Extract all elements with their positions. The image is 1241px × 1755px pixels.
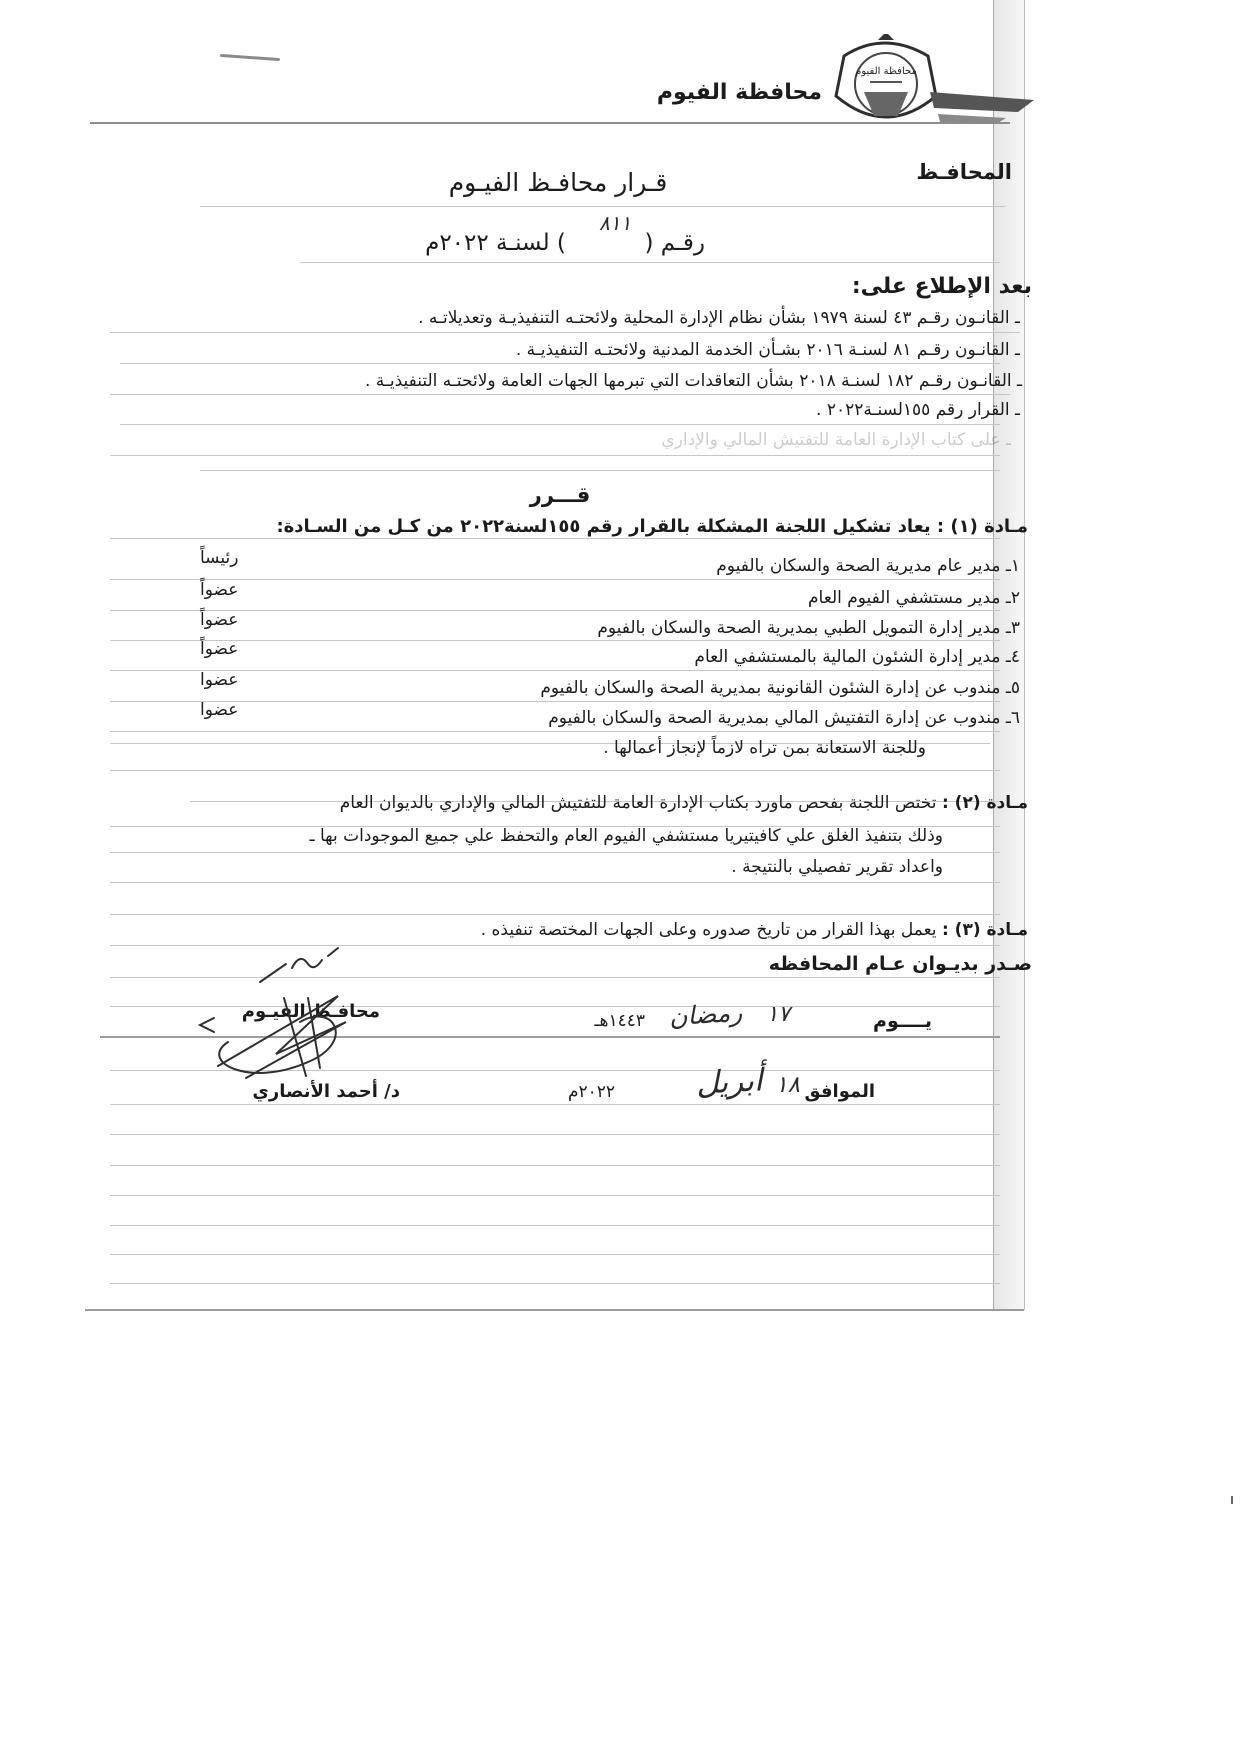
greg-year: ٢٠٢٢م	[567, 1082, 615, 1102]
resolution-heading: قـــرر	[529, 483, 591, 507]
member-role: رئيساً	[200, 548, 239, 568]
preamble-item: ـ القرار رقم ١٥٥لسنـة٢٠٢٢ .	[816, 400, 1020, 420]
article-1-note: وللجنة الاستعانة بمن تراه لازماً لإنجاز أعمالها .	[603, 738, 926, 758]
member-row	[0, 670, 1241, 703]
decree-number-prefix: رقـم (	[644, 230, 705, 256]
ruled-line	[110, 1134, 1000, 1135]
page-bottom-edge	[85, 1309, 1024, 1311]
article-2-line	[340, 790, 1028, 816]
ruled-line	[110, 1283, 1000, 1284]
member-row	[0, 580, 1241, 613]
ruled-line	[110, 394, 1010, 395]
member-title: ٦ـ مندوب عن إدارة التفتيش المالي بمديرية الصحة والسكان بالفيوم	[548, 708, 1020, 728]
ruled-line	[300, 262, 1000, 263]
ruled-line	[120, 363, 1000, 364]
decree-number-line	[365, 211, 765, 260]
member-row	[0, 700, 1241, 733]
decree-title: قـرار محافـظ الفيـوم	[448, 168, 668, 197]
article-2-line: واعداد تقرير تفصيلي بالنتيجة .	[731, 857, 943, 877]
hijri-month-handwritten: رمضان	[667, 997, 743, 1032]
article-1-text: مـادة (١) : يعاد تشكيل اللجنة المشكلة بالقرار رقم ١٥٥لسنة٢٠٢٢ من كـل من السـادة:	[276, 516, 1028, 537]
article-2-label: مـادة (٢) :	[941, 793, 1028, 813]
greg-day-handwritten: ١٨	[775, 1072, 800, 1098]
member-title: ١ـ مدير عام مديرية الصحة والسكان بالفيوم	[716, 556, 1020, 576]
member-role: عضوا	[200, 700, 239, 720]
signature-stroke	[200, 1018, 214, 1032]
article-3-text: يعمل بهذا القرار من تاريخ صدوره وعلى الجهات المختصة تنفيذه .	[480, 920, 937, 940]
signature-stroke	[328, 948, 338, 956]
article-2-line: وذلك بتنفيذ الغلق علي كافيتيريا مستشفي الفيوم العام والتحفظ علي جميع الموجودات بها ـ	[309, 826, 943, 846]
preamble-item: ـ القانـون رقـم ٨١ لسنـة ٢٠١٦ بشـأن الخدمة المدنية ولائحتـه التنفيذيـة .	[515, 340, 1020, 360]
corresponding-label: الموافق	[804, 1081, 875, 1102]
svg-text:محافظة الفيوم: محافظة الفيوم	[855, 66, 917, 77]
hijri-day-handwritten: ١٧	[766, 1002, 790, 1027]
member-row	[0, 610, 1241, 643]
member-role: عضواً	[200, 610, 239, 630]
governorate-seal-icon	[826, 34, 1041, 139]
decree-number-handwritten: ٨١١	[598, 211, 632, 235]
signature-stroke	[218, 996, 346, 1078]
decree-number-slot	[573, 211, 637, 250]
ruled-line	[110, 1225, 1000, 1226]
ruled-line	[110, 882, 1000, 883]
signature-stroke	[219, 1017, 336, 1073]
pen-mark	[220, 54, 280, 61]
signature-stroke	[260, 964, 286, 982]
scan-speck	[1231, 1496, 1233, 1504]
ruled-line	[110, 852, 1000, 853]
member-role: عضواً	[200, 639, 239, 659]
preamble-item: ـ القانـون رقـم ٤٣ لسنة ١٩٧٩ بشأن نظام الإدارة المحلية ولائحتـه التنفيذيـة وتعديلاتـه .	[418, 308, 1020, 328]
signature-stroke	[284, 998, 306, 1076]
ruled-line	[110, 1195, 1000, 1196]
member-title: ٢ـ مدير مستشفي الفيوم العام	[808, 588, 1020, 608]
ruled-line	[110, 455, 1000, 456]
preamble-item-faded: ـ على كتاب الإدارة العامة للتفتيش المالي والإداري	[661, 430, 1011, 450]
ruled-line	[110, 770, 1000, 771]
day-label: يــــوم	[873, 1010, 932, 1032]
member-role: عضوا	[200, 670, 239, 690]
member-title: ٣ـ مدير إدارة التمويل الطبي بمديرية الصحة والسكان بالفيوم	[597, 618, 1020, 638]
article-3-line	[481, 917, 1028, 943]
hijri-year: ١٤٤٣هـ	[594, 1011, 645, 1031]
ruled-line	[110, 1165, 1000, 1166]
ruled-line	[120, 424, 1000, 425]
ruled-line	[110, 1254, 1000, 1255]
signatory-name: د/ أحمد الأنصاري	[252, 1081, 400, 1102]
governorate-name: محافظة الفيوم	[656, 80, 822, 105]
ruled-line	[110, 914, 1000, 915]
signature-stroke	[292, 959, 322, 968]
greg-month-handwritten: أبريل	[694, 1062, 763, 1102]
member-title: ٤ـ مدير إدارة الشئون المالية بالمستشفي العام	[694, 647, 1020, 667]
member-title: ٥ـ مندوب عن إدارة الشئون القانونية بمديرية الصحة والسكان بالفيوم	[540, 678, 1020, 698]
signatory-title: محافـظ الفيـوم	[241, 1001, 380, 1022]
office-title: المحافـظ	[916, 160, 1012, 184]
article-3-label: مـادة (٣) :	[941, 920, 1028, 940]
preamble-heading: بعد الإطلاع على:	[851, 274, 1032, 299]
preamble-item: ـ القانـون رقـم ١٨٢ لسنـة ٢٠١٨ بشأن التعاقدات التي تبرمها الجهات العامة ولائحتـه التنفيذيـة .	[364, 371, 1022, 391]
issued-at: صـدر بديـوان عـام المحافظه	[768, 953, 1032, 975]
member-role: عضواً	[200, 580, 239, 600]
decree-number-suffix: ) لسنـة ٢٠٢٢م	[425, 230, 566, 256]
ruled-line	[200, 470, 1000, 471]
member-row	[0, 639, 1241, 672]
member-row	[0, 548, 1241, 581]
article-2-text: تختص اللجنة بفحص ماورد بكتاب الإدارة العامة للتفتيش المالي والإداري بالديوان العام	[339, 793, 937, 813]
ruled-line	[110, 332, 1020, 333]
signature-mark	[188, 938, 388, 1088]
